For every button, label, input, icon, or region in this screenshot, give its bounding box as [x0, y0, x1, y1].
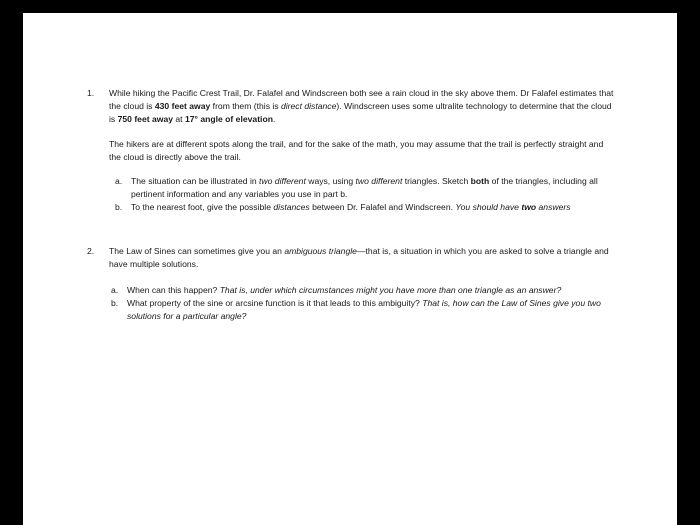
question-body	[109, 87, 617, 215]
question-1-context: The hikers are at different spots along the trail, and for the sake of the math, you may assume that the trail is perfectly straight and the cloud is directly above the trail.	[109, 138, 604, 162]
subquestion-text	[127, 284, 617, 297]
document-page	[23, 13, 677, 525]
text: of the triangles, including all pertinent information and any variables you use in part b.	[131, 176, 598, 200]
italic-text: two different	[259, 176, 306, 187]
subquestion-label: b.	[115, 202, 123, 213]
text: —that is, a situation in which you are asked to solve a triangle and have multiple solutions.	[109, 245, 609, 269]
subquestion-text	[127, 297, 617, 323]
text: While hiking the Pacific Crest Trail, Dr. Falafel and Windscreen both see a rain cloud in the sky above them. Dr Falafel estimates that the cloud is	[109, 88, 614, 112]
subquestion-1b	[115, 201, 617, 214]
question-2	[87, 245, 617, 324]
italic-text: You should have	[455, 202, 522, 213]
text: triangles. Sketch	[402, 176, 471, 187]
subquestion-2a	[111, 284, 617, 297]
bold-text: 750 feet away	[117, 114, 174, 125]
bold-text: 17° angle of elevation	[184, 114, 273, 125]
text: What property of the sine or arcsine function is it that leads to this ambiguity?	[127, 298, 423, 309]
text: When can this happen?	[127, 285, 220, 296]
question-number: 1.	[87, 88, 95, 98]
italic-text: answers	[536, 202, 571, 213]
subquestion-1a	[115, 175, 617, 201]
text: at	[173, 114, 185, 125]
text: .	[272, 114, 276, 125]
question-body	[109, 245, 617, 324]
italic-text: distances	[273, 202, 310, 213]
subquestion-label: a.	[115, 176, 123, 187]
text: from them (this is	[210, 101, 281, 112]
text: To the nearest foot, give the possible	[131, 202, 274, 213]
subquestion-label: b.	[111, 298, 119, 309]
subquestion-2b	[111, 297, 617, 323]
subquestion-text	[131, 201, 617, 214]
bold-text: both	[470, 176, 490, 187]
bold-text: 430 feet away	[154, 101, 211, 112]
italic-text: ambiguous triangle	[284, 245, 357, 256]
subquestion-label: a.	[111, 285, 119, 296]
text: between Dr. Falafel and Windscreen.	[309, 202, 456, 213]
text: ways, using	[305, 176, 356, 187]
question-number: 2.	[87, 245, 95, 256]
bold-italic-text: two	[521, 202, 537, 213]
italic-text: That is, how can the Law of Sines give you two solutions for a particular angle?	[127, 298, 601, 322]
italic-text: two different	[355, 176, 403, 187]
question-2-intro	[109, 245, 617, 271]
text: The Law of Sines can sometimes give you an	[109, 245, 285, 256]
question-1-intro	[109, 87, 617, 127]
text: The situation can be illustrated in	[131, 176, 260, 187]
worksheet-content	[87, 87, 617, 324]
subquestion-list	[109, 284, 617, 324]
italic-text: direct distance	[280, 101, 337, 112]
question-1	[87, 87, 617, 215]
italic-text: That is, under which circumstances might you have more than one triangle as an answer?	[219, 285, 562, 296]
subquestion-list	[109, 175, 617, 215]
text: ). Windscreen uses some ultralite technology to determine that the cloud is	[109, 101, 612, 125]
subquestion-text	[131, 175, 617, 201]
